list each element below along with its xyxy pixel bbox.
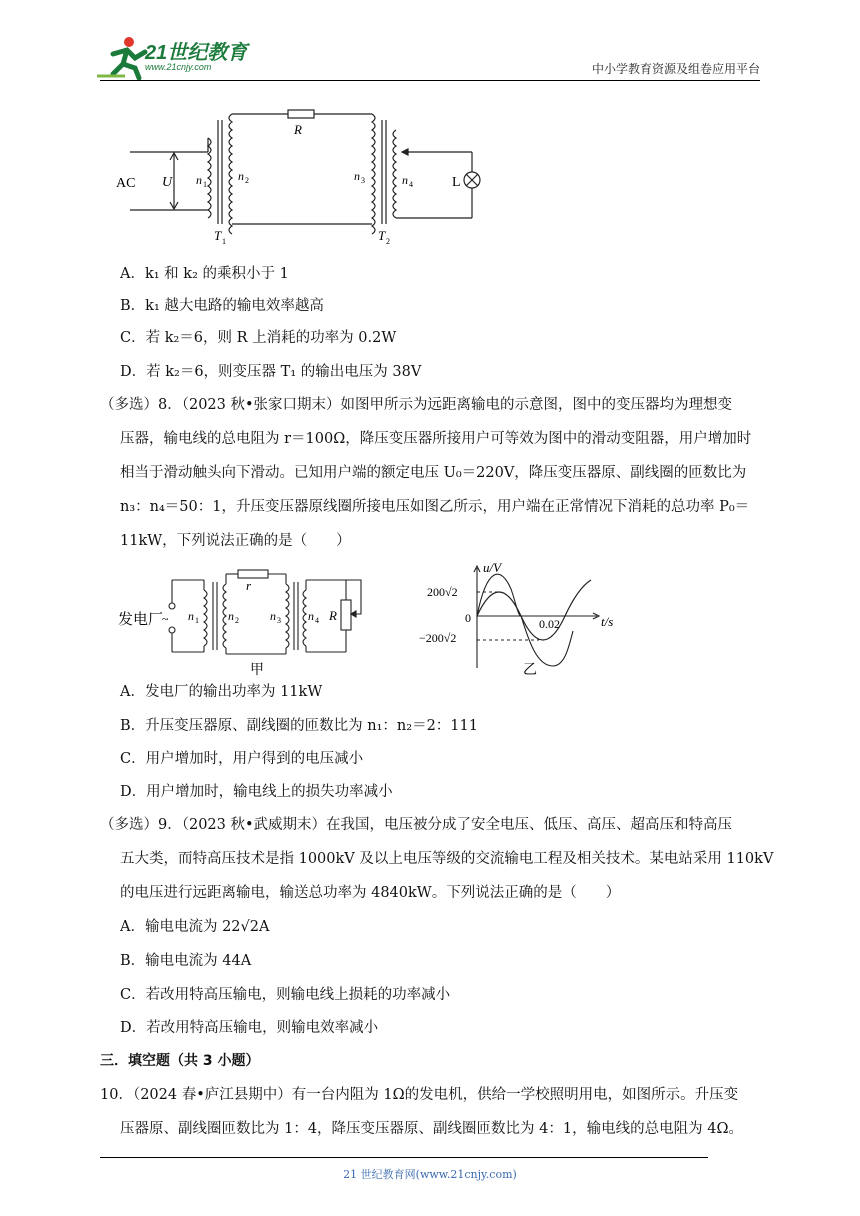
q10-line-1: 10．（2024 春•庐江县期中）有一台内阻为 1Ω的发电机，供给一学校照明用电，如图所示。升压变 (100, 1087, 739, 1103)
logo-text: 21世纪教育 (145, 42, 248, 64)
svg-text:n: n (188, 609, 194, 623)
svg-text:n: n (270, 609, 276, 623)
q7-option-d: D．若 k₂＝6，则变压器 T₁ 的输出电压为 38V (120, 364, 422, 380)
q9-line-3: 的电压进行远距离输电，输送总功率为 4840kW。下列说法正确的是（ ） (120, 885, 621, 901)
label-n1: n (196, 173, 202, 187)
label-rheostat: R (329, 608, 337, 623)
footer-text: 21 世纪教育网(www.21cnjy.com) (343, 1168, 517, 1181)
label-line-resistance: r (246, 578, 252, 593)
q10-line-2: 压器原、副线圈匝数比为 1：4，降压变压器原、副线圈匝数比为 4：1，输电线的总电阻为 4Ω。 (120, 1121, 743, 1137)
svg-text:1: 1 (203, 180, 207, 189)
q9-line-2: 五大类，而特高压技术是指 1000kV 及以上电压等级的交流输电工程及相关技术。某电站采用 110kV (120, 851, 774, 867)
caption-yi: 乙 (523, 663, 537, 676)
label-lamp: L (452, 175, 461, 190)
q8-figure-jia (118, 568, 378, 678)
logo-url: www.21cnjy.com (145, 62, 212, 72)
q8-line-4: n₃：n₄＝50：1，升压变压器原线圈所接电压如图乙所示，用户端在正常情况下消耗的总功率 P₀＝ (120, 499, 750, 515)
svg-text:4: 4 (315, 616, 319, 625)
q8-line-1: （多选）8．（2023 秋•张家口期末）如图甲所示为远距离输电的示意图，图中的变压器均为理想变 (100, 397, 733, 413)
svg-text:3: 3 (361, 176, 365, 185)
label-u: U (162, 175, 173, 190)
label-ac: AC (116, 176, 136, 191)
y-axis-label: u/V (483, 560, 502, 575)
svg-text:2: 2 (245, 176, 249, 185)
q9-line-1: （多选）9．（2023 秋•武威期末）在我国，电压被分成了安全电压、低压、高压、超高压和特高压 (100, 817, 733, 833)
svg-text:4: 4 (409, 180, 413, 189)
q8-option-d: D．用户增加时，输电线上的损失功率减小 (120, 784, 393, 800)
svg-text:~: ~ (162, 612, 169, 626)
y-min-label: −200√2 (419, 631, 457, 645)
svg-text:1: 1 (195, 616, 199, 625)
svg-text:n: n (228, 609, 234, 623)
q8-option-a: A．发电厂的输出功率为 11kW (120, 684, 323, 700)
svg-text:3: 3 (277, 616, 281, 625)
q8-option-c: C．用户增加时，用户得到的电压减小 (120, 751, 364, 767)
transformer-circuit-figure (110, 100, 500, 250)
label-t2: T (378, 228, 386, 243)
caption-jia: 甲 (250, 663, 264, 678)
header-divider (100, 80, 760, 81)
label-n3: n (354, 169, 360, 183)
q8-option-b: B．升压变压器原、副线圈的匝数比为 n₁：n₂＝2：111 (120, 718, 478, 734)
q9-option-a: A．输电电流为 22√2A (120, 919, 270, 935)
x-tick-label: 0.02 (539, 617, 560, 631)
x-axis-label: t/s (601, 614, 614, 629)
label-n2: n (238, 169, 244, 183)
footer-divider (100, 1157, 708, 1158)
q9-option-c: C．若改用特高压输电，则输电线上损耗的功率减小 (120, 987, 451, 1003)
section-title: 三．填空题（共 3 小题） (100, 1053, 260, 1069)
label-t1: T (214, 228, 222, 243)
q9-option-d: D．若改用特高压输电，则输电效率减小 (120, 1020, 379, 1036)
q7-option-c: C．若 k₂＝6，则 R 上消耗的功率为 0.2W (120, 330, 397, 346)
q8-line-5: 11kW，下列说法正确的是（ ） (120, 533, 351, 549)
q9-option-b: B．输电电流为 44A (120, 953, 252, 969)
label-power-plant: 发电厂 (118, 612, 164, 628)
q7-option-a: A．k₁ 和 k₂ 的乘积小于 1 (120, 266, 289, 282)
svg-text:n: n (308, 609, 314, 623)
q8-line-3: 相当于滑动触头向下滑动。已知用户端的额定电压 U₀＝220V，降压变压器原、副线圈的匝数比为 (120, 465, 747, 481)
q7-option-b: B．k₁ 越大电路的输电效率越高 (120, 298, 324, 314)
svg-text:1: 1 (222, 237, 226, 246)
svg-text:2: 2 (235, 616, 239, 625)
q8-figure-yi (415, 556, 615, 676)
label-r: R (294, 122, 302, 137)
header-platform-text: 中小学教育资源及组卷应用平台 (591, 62, 760, 76)
svg-text:2: 2 (386, 237, 390, 246)
origin-label: 0 (465, 611, 471, 625)
label-n4: n (402, 173, 408, 187)
y-max-label: 200√2 (427, 585, 458, 599)
q8-line-2: 压器，输电线的总电阻为 r＝100Ω，降压变压器所接用户可等效为图中的滑动变阻器，用户增加时 (120, 431, 752, 447)
